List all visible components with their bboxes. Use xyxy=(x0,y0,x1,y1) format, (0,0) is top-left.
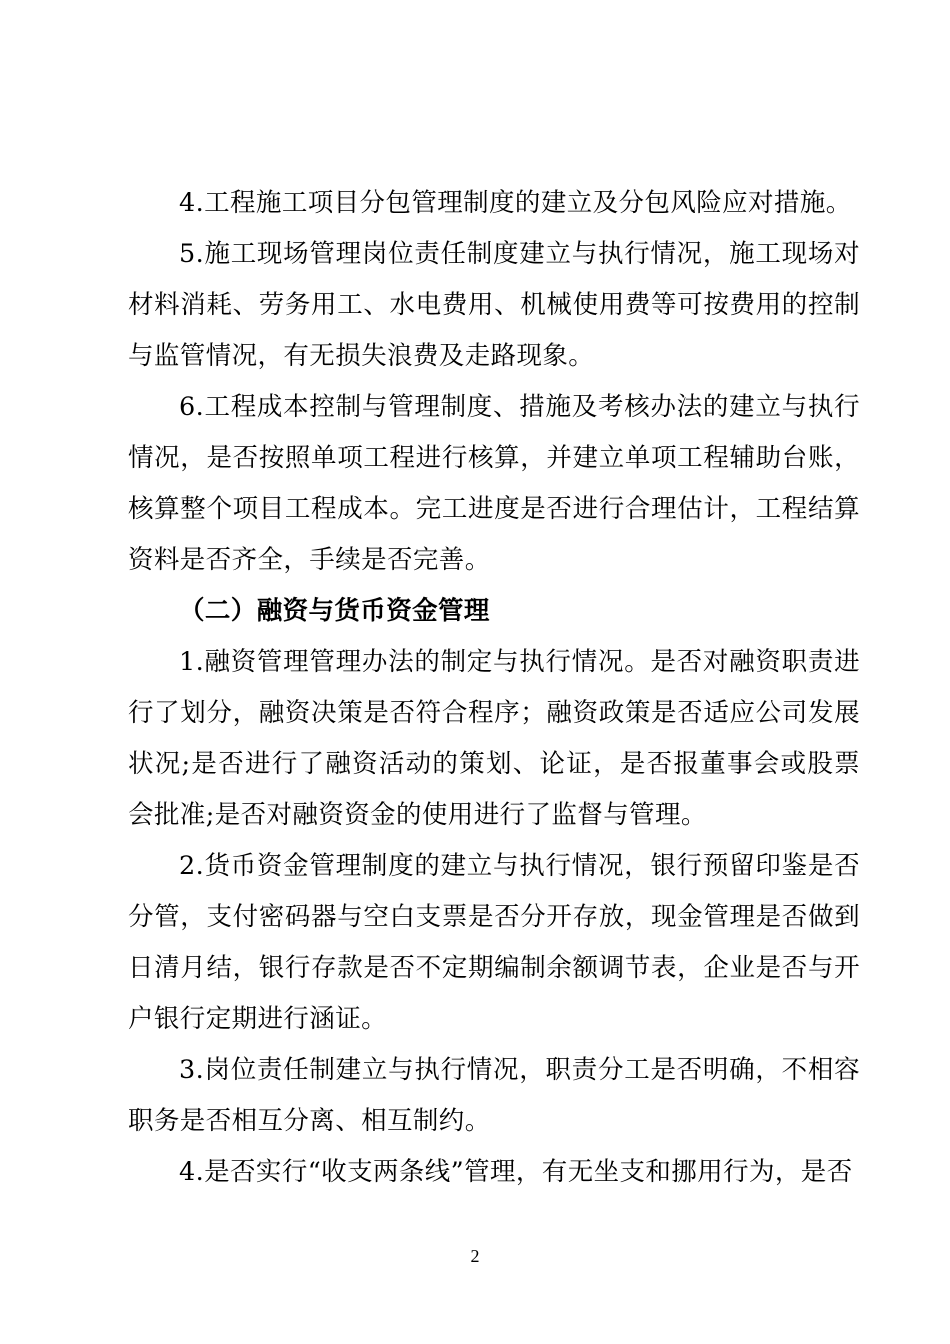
paragraph-6-cost-control: 6.工程成本控制与管理制度、措施及考核办法的建立与执行情况，是否按照单项工程进行核算，并建立单项工程辅助台账，核算整个项目工程成本。完工进度是否进行合理估计，工程结算资料是否齐全，手续是否完善。 xyxy=(128,392,860,575)
paragraph-3-responsibility: 3.岗位责任制建立与执行情况，职责分工是否明确，不相容职务是否相互分离、相互制约。 xyxy=(128,1055,860,1136)
paragraph-1-financing: 1.融资管理管理办法的制定与执行情况。是否对融资职责进行了划分，融资决策是否符合程序；融资政策是否适应公司发展状况;是否进行了融资活动的策划、论证，是否报董事会或股票会批准;是否对融资资金的使用进行了监督与管理。 xyxy=(128,647,860,830)
paragraph-4-subcontract: 4.工程施工项目分包管理制度的建立及分包风险应对措施。 xyxy=(179,188,852,218)
section-heading-financing: （二）融资与货币资金管理 xyxy=(179,596,490,626)
paragraph-4-two-lines: 4.是否实行“收支两条线”管理，有无坐支和挪用行为，是否 xyxy=(179,1157,853,1187)
paragraph-2-monetary-funds: 2.货币资金管理制度的建立与执行情况，银行预留印鉴是否分管，支付密码器与空白支票是否分开存放，现金管理是否做到日清月结，银行存款是否不定期编制余额调节表，企业是否与开户银行定期进行涵证。 xyxy=(128,851,860,1034)
page-number: 2 xyxy=(470,1246,480,1266)
paragraph-5-site-management: 5.施工现场管理岗位责任制度建立与执行情况，施工现场对材料消耗、劳务用工、水电费用、机械使用费等可按费用的控制与监管情况，有无损失浪费及走路现象。 xyxy=(128,239,860,371)
document-body xyxy=(128,178,860,1198)
